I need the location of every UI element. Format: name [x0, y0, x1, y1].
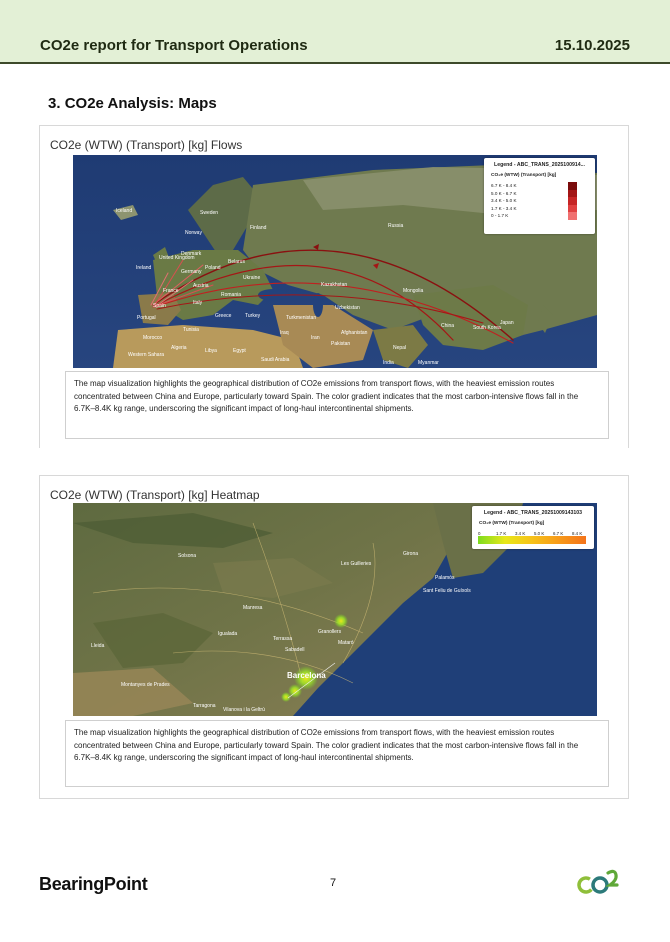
map-label: Terrassa — [273, 636, 293, 642]
heatmap-legend-title: Legend - ABC_TRANS_20251009143103 — [483, 510, 583, 516]
map-label: Poland — [205, 265, 221, 271]
map-label: Mongolia — [403, 288, 424, 294]
legend-swatch — [568, 197, 577, 205]
map-label: Finland — [250, 225, 267, 231]
map-label: Les Guilleries — [341, 561, 372, 567]
map-label: Girona — [403, 551, 419, 557]
map-label: United Kingdom — [159, 255, 195, 261]
map-label: Norway — [185, 230, 202, 236]
bearingpoint-logo: BearingPoint — [39, 874, 148, 894]
heatmap-card-title: CO2e (WTW) (Transport) [kg] Heatmap — [50, 488, 260, 502]
map-label: Algeria — [171, 345, 187, 351]
map-label: Myanmar — [418, 360, 439, 366]
map-label: Tarragona — [193, 703, 216, 709]
map-label: Ireland — [136, 265, 152, 271]
co2-logo-icon — [577, 869, 619, 904]
map-label: Vilanova i la Geltrú — [223, 707, 265, 713]
map-label: Uzbekistan — [335, 305, 360, 311]
map-label: Austria — [193, 283, 209, 289]
map-label: Sweden — [200, 210, 219, 216]
flows-legend-row: 0 - 1.7 K — [484, 212, 595, 220]
legend-tick: 6.7 K — [553, 531, 564, 536]
map-label: Afghanistan — [341, 330, 368, 336]
heatmap-legend — [472, 506, 594, 549]
legend-tick: 3.4 K — [515, 531, 526, 536]
map-label: Turkey — [245, 313, 261, 319]
map-label: China — [441, 323, 455, 329]
legend-tick: 0 — [478, 531, 481, 536]
map-label: Ukraine — [243, 275, 261, 281]
map-label: Spain — [153, 303, 166, 309]
map-label: Libya — [205, 348, 217, 354]
map-label: Iran — [311, 335, 320, 341]
map-label: Lleida — [91, 643, 105, 649]
flows-description: The map visualization highlights the geographical distribution of CO2e emissions from transport flows, with the heaviest emission routes concentrated between China and Europe, particularly toward Spain. The color gradient indicates that the most carbon-intensive flows fall in the 6.7K–8.4K kg range, underscoring the significant impact of long-haul intercontinental shipments. — [65, 371, 609, 439]
map-label: Montanyes de Prades — [121, 682, 170, 688]
map-label: India — [383, 360, 394, 366]
map-label: Germany — [181, 269, 202, 275]
report-date: 15.10.2025 — [554, 37, 630, 54]
map-label: Igualada — [218, 631, 238, 637]
map-label: Palamós — [435, 575, 455, 581]
map-label: Turkmenistan — [286, 315, 317, 321]
legend-swatch — [568, 190, 577, 198]
flows-legend-subtitle: CO₂e (WTW) (Transport) [kg] — [491, 173, 557, 178]
legend-tick: 1.7 K — [496, 531, 507, 536]
legend-tick: 5.0 K — [534, 531, 545, 536]
map-label: Romania — [221, 292, 242, 298]
map-label: Granollers — [318, 629, 342, 635]
flows-legend-title: Legend - ABC_TRANS_2025100914... — [494, 162, 585, 168]
heatmap-card — [39, 475, 629, 799]
map-label: Egypt — [233, 348, 246, 354]
map-label: Kazakhstan — [321, 282, 348, 288]
map-label: Tunisia — [183, 327, 199, 333]
map-label: Sant Feliu de Guíxols — [423, 588, 471, 594]
section-heading — [48, 95, 217, 112]
section-number: 3. — [48, 95, 61, 112]
map-label: Portugal — [137, 315, 156, 321]
map-label: France — [163, 288, 179, 294]
legend-tick: 8.4 K — [572, 531, 583, 536]
heatmap-legend-gradient — [478, 536, 586, 544]
map-label: Solsona — [178, 553, 197, 559]
heatmap-description: The map visualization highlights the geographical distribution of CO2e emissions from transport flows, with the heaviest emission routes concentrated between China and Europe, particularly toward Spain. The color gradient indicates that the most carbon-intensive flows fall in the 6.7K–8.4K kg range, underscoring the significant impact of long-haul intercontinental shipments. — [65, 720, 609, 787]
section-title: CO2e Analysis: Maps — [64, 95, 217, 112]
flows-map-card — [39, 125, 629, 448]
map-label: South Korea — [473, 325, 501, 331]
legend-swatch — [568, 205, 577, 213]
flows-map[interactable] — [73, 155, 597, 368]
legend-swatch — [568, 212, 577, 220]
legend-swatch — [568, 182, 577, 190]
report-header — [0, 0, 670, 64]
map-label: Barcelona — [287, 671, 326, 680]
flows-legend-row: 3.4 K - 5.0 K — [484, 197, 595, 205]
map-label: Iceland — [116, 208, 133, 214]
heatmap-legend-subtitle: CO₂e (WTW) (Transport) [kg] — [479, 521, 545, 526]
heatmap-map[interactable] — [73, 503, 597, 716]
map-label: Morocco — [143, 335, 163, 341]
map-label: Mataró — [338, 640, 354, 646]
flows-legend-row: 5.0 K - 6.7 K — [484, 190, 595, 198]
map-label: Japan — [500, 320, 514, 326]
map-label: Denmark — [181, 251, 202, 257]
map-label: Greece — [215, 313, 232, 319]
map-label: Belarus — [228, 259, 245, 265]
flows-legend-row: 6.7 K - 8.4 K — [484, 182, 595, 190]
flows-card-title: CO2e (WTW) (Transport) [kg] Flows — [50, 138, 243, 152]
map-label: Italy — [193, 300, 203, 306]
map-label: Nepal — [393, 345, 407, 351]
map-label: Pakistan — [331, 341, 351, 347]
map-label: Western Sahara — [128, 352, 165, 358]
map-label: Saudi Arabia — [261, 357, 290, 363]
map-label: Russia — [388, 223, 404, 229]
map-label: Manresa — [243, 605, 263, 611]
map-label: Sabadell — [285, 647, 305, 653]
flows-legend — [484, 158, 595, 234]
page-number: 7 — [330, 877, 337, 889]
report-title: CO2e report for Transport Operations — [40, 37, 308, 54]
map-label: Iraq — [280, 330, 289, 336]
flows-legend-row: 1.7 K - 3.4 K — [484, 205, 595, 213]
